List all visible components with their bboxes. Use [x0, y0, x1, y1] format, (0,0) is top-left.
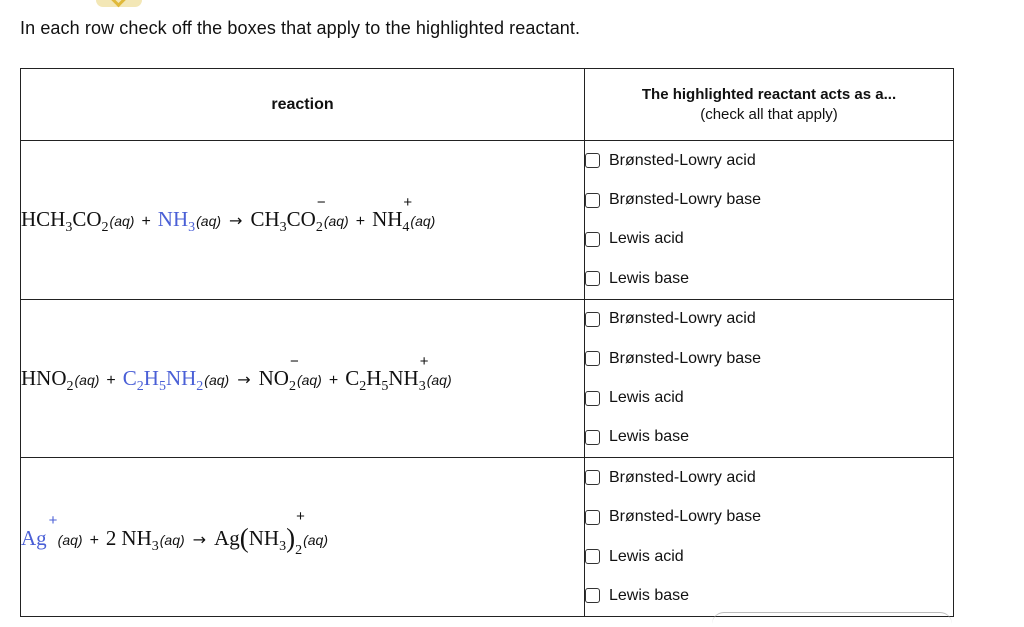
- product-1: $Ag(NH_3)$ + $_2$(aq): [214, 508, 328, 559]
- column-header-reaction: reaction: [21, 69, 585, 141]
- option-bronsted-acid[interactable]: Brønsted-Lowry acid: [585, 300, 953, 339]
- highlighted-reactant: $C_2H_5NH_2$: [122, 365, 204, 394]
- reactant-2: $NH_3(aq)$: [121, 526, 185, 555]
- plus-sign: +: [141, 213, 151, 231]
- product-1: $CH_3CO$ − $_2$(aq): [250, 194, 349, 236]
- check-all-note: (check all that apply): [700, 106, 838, 123]
- reaction-equation-3: [21, 458, 585, 617]
- options-cell-1: [585, 141, 954, 300]
- top-tab[interactable]: [96, 0, 142, 7]
- option-lewis-acid[interactable]: Lewis acid: [585, 378, 953, 417]
- option-bronsted-base[interactable]: Brønsted-Lowry base: [585, 180, 953, 219]
- reaction-arrow: →: [229, 211, 243, 231]
- option-lewis-base[interactable]: Lewis base: [585, 418, 953, 457]
- checkbox[interactable]: [585, 549, 600, 564]
- highlighted-reactant: $NH_3$: [157, 207, 196, 236]
- option-lewis-acid[interactable]: Lewis acid: [585, 220, 953, 259]
- product-2: $C_2H_5NH$ + $_3$(aq): [345, 352, 452, 394]
- reaction-table: [20, 68, 954, 617]
- option-bronsted-acid[interactable]: Brønsted-Lowry acid: [585, 141, 953, 180]
- reactant-1: $HNO_2(aq)$: [21, 365, 100, 394]
- acts-as-heading: The highlighted reactant acts as a...: [641, 86, 897, 103]
- checkbox[interactable]: [585, 232, 600, 247]
- reaction-equation-2: [21, 299, 585, 458]
- reaction-arrow: →: [192, 530, 207, 550]
- plus-sign: +: [89, 532, 99, 550]
- product-2: NH + $_4$(aq): [372, 194, 436, 236]
- partial-button-edge: [712, 612, 952, 627]
- checkbox[interactable]: [585, 271, 600, 286]
- table-row: [21, 458, 954, 617]
- checkbox[interactable]: [585, 193, 600, 208]
- state-label: (aq): [196, 213, 222, 230]
- plus-sign: +: [106, 371, 116, 389]
- instruction-text: In each row check off the boxes that apply to the highlighted reactant.: [20, 18, 581, 38]
- coefficient: 2: [105, 526, 117, 551]
- checkbox[interactable]: [585, 391, 600, 406]
- chevron-down-icon: [111, 0, 127, 7]
- options-cell-2: [585, 299, 954, 458]
- option-lewis-base[interactable]: Lewis base: [585, 259, 953, 298]
- table-header-row: [21, 69, 954, 141]
- option-lewis-base[interactable]: Lewis base: [585, 576, 953, 615]
- checkbox[interactable]: [585, 351, 600, 366]
- state-label: (aq): [57, 532, 83, 549]
- option-lewis-acid[interactable]: Lewis acid: [585, 537, 953, 576]
- checkbox[interactable]: [585, 588, 600, 603]
- column-header-acts-as: [585, 69, 954, 141]
- reaction-arrow: →: [237, 369, 251, 389]
- state-label: (aq): [204, 371, 230, 388]
- table-row: [21, 141, 954, 300]
- checkbox[interactable]: [585, 510, 600, 525]
- reaction-equation-1: [21, 141, 585, 300]
- checkbox[interactable]: [585, 312, 600, 327]
- checkbox[interactable]: [585, 430, 600, 445]
- option-bronsted-acid[interactable]: Brønsted-Lowry acid: [585, 458, 953, 497]
- plus-sign: +: [328, 371, 339, 389]
- options-cell-3: [585, 458, 954, 617]
- highlighted-reactant: Ag +: [21, 512, 58, 551]
- table-row: [21, 299, 954, 458]
- option-bronsted-base[interactable]: Brønsted-Lowry base: [585, 339, 953, 378]
- checkbox[interactable]: [585, 470, 600, 485]
- product-1: NO − $_2$(aq): [258, 352, 322, 394]
- option-bronsted-base[interactable]: Brønsted-Lowry base: [585, 498, 953, 537]
- plus-sign: +: [355, 213, 366, 231]
- reactant-1: $HCH_3CO_2(aq)$: [21, 207, 135, 236]
- checkbox[interactable]: [585, 153, 600, 168]
